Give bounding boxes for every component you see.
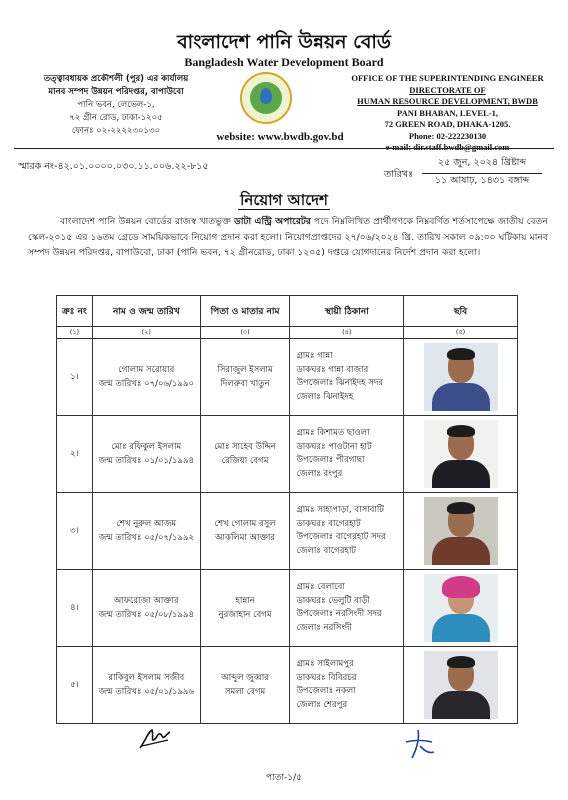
serial: ৫। (57, 647, 93, 724)
office-address-bangla (16, 73, 216, 138)
date-gregorian: ২৫ জুন, ২০২৪ খ্রিষ্টাব্দ (422, 156, 542, 174)
serial: ২। (57, 416, 93, 493)
website-link: website: www.bwdb.gov.bd (216, 131, 344, 143)
candidate-photo (424, 420, 498, 488)
col-header: ছবি (404, 296, 518, 327)
signature-left (138, 726, 172, 750)
memo-reference: স্মারক নং-৪২.০১.০০০০.০৩০.১১.০০৬.২২-৮১৫ (18, 161, 209, 172)
name-dob: রাকিবুল ইসলাম সজীব জন্ম তারিখঃ ০৫/০১/১৯৯৬ (92, 647, 200, 724)
serial: ৩। (57, 493, 93, 570)
address: গ্রামঃ বেলাবো ডাকঘরঃ ভেলুটি বাড়ী উপজেলাঃ নরসিংদী সদর জেলাঃ নরসিংদী (290, 570, 404, 647)
col-header: নাম ও জন্ম তারিখ (92, 296, 200, 327)
serial: ৪। (57, 570, 93, 647)
col-header: ক্রঃ নং (57, 296, 93, 327)
address: গ্রামঃ সাইলামপুর ডাকঘরঃ বিবিরচর উপজেলাঃ নকলা জেলাঃ শেরপুর (290, 647, 404, 724)
page-number: পাতা-১/৫ (265, 773, 303, 783)
office-line: ৭২ গ্রীন রোড, ঢাকা-১২০৫ (69, 113, 163, 123)
photo-cell (404, 339, 518, 416)
office-line: 72 GREEN ROAD, DHAKA-1205. (384, 119, 511, 129)
order-title: নিয়োগ আদেশ (240, 191, 328, 209)
parents: মোঃ সাহেব উদ্দিন রেজিয়া বেগম (200, 416, 290, 493)
table-row (57, 570, 518, 647)
serial: ১। (57, 339, 93, 416)
signature-right (398, 728, 440, 762)
col-header: পিতা ও মাতার নাম (200, 296, 290, 327)
date-bangla: ১১ আষাঢ়, ১৪৩১ বঙ্গাব্দ (434, 175, 530, 186)
candidate-photo (424, 574, 498, 642)
photo-cell (404, 416, 518, 493)
office-line: পানি ভবন, লেভেল-১, (77, 100, 155, 110)
address: গ্রামঃ কিশামত ছাওলা ডাকঘরঃ পাওটানা হাট উপজেলাঃ পীরগাছা জেলাঃ রংপুর (290, 416, 404, 493)
column-index-row: (১) (২) (৩) (৪) (৫) (57, 327, 518, 339)
candidate-photo (424, 343, 498, 411)
parents: শেখ গোলাম রসুল আকলিমা আক্তার (200, 493, 290, 570)
table-row (57, 416, 518, 493)
parents: হান্নান নুরজাহান বেগম (200, 570, 290, 647)
name-dob: শেখ নুরুল আজম জন্ম তারিখঃ ০৫/০৭/১৯৯২ (92, 493, 200, 570)
office-line: তত্ত্বাবধায়ক প্রকৌশলী (পুর) এর কার্যালয় (43, 74, 189, 84)
office-line: OFFICE OF THE SUPERINTENDING ENGINEER (351, 73, 544, 83)
table-header-row (57, 296, 518, 327)
table-row (57, 493, 518, 570)
name-dob: আফরোজা আক্তার জন্ম তারিখঃ ০৫/০৮/১৯৯৪ (92, 570, 200, 647)
office-line: HUMAN RESOURCE DEVELOPMENT, BWDB (357, 96, 538, 106)
parents: সিরাজুল ইসলাম দিলরুবা খাতুন (200, 339, 290, 416)
date-label: তারিখঃ (384, 169, 414, 180)
org-name-bangla: বাংলাদেশ পানি উন্নয়ন বোর্ড (177, 31, 391, 53)
address: গ্রামঃ সাহাপাড়া, বাসাবাটি ডাকঘরঃ বাগেরহাট উপজেলাঃ বাগেরহাট সদর জেলাঃ বাগেরহাট (290, 493, 404, 570)
order-body: বাংলাদেশ পানি উন্নয়ন বোর্ডের রাজস্ব খাতভুক্ত ডাটা এন্ট্রি অপারেটর পদে নিম্নলিখিত প্রার্থীগণকে নিম্নবর্ণিত শর্তসাপেক্ষে জাতীয় বেতন স্কেল-২০১৫ এর ১৬তম গ্রেডে সাময়িকভাবে নিয়োগ প্রদান করা হলো। নিয়োগপ্রাপ্তদের ২৭/০৬/২০২৪ খ্রি. তারিখ সকাল ০৯:০০ ঘটিকায় মানব সম্পদ উন্নয়ন পরিদপ্তর, বাপাউবো, ঢাকা (পানি ভবন, ৭২ গ্রীনরোড, ঢাকা ১২০৫) দপ্তরে যোগদানের নির্দেশ প্রদান করা হলো। (28, 216, 549, 258)
bwdb-logo (240, 72, 292, 124)
candidate-photo (424, 497, 498, 565)
header-divider (14, 148, 554, 149)
org-name-english: Bangladesh Water Development Board (184, 55, 384, 69)
photo-cell (404, 647, 518, 724)
post-name: ডাটা এন্ট্রি অপারেটর (234, 216, 311, 227)
address: গ্রামঃ গান্না ডাকঘরঃ গান্না বাজার উপজেলাঃ ঝিনাইদহ সদর জেলাঃ ঝিনাইদহ (290, 339, 404, 416)
name-dob: মোঃ রফিকুল ইসলাম জন্ম তারিখঃ ০১/০১/১৯৯৪ (92, 416, 200, 493)
photo-cell (404, 570, 518, 647)
parents: আব্দুল জুব্বার সমলা বেগম (200, 647, 290, 724)
office-line: PANI BHABAN, LEVEL-1, (397, 107, 498, 118)
office-line: মানব সম্পদ উন্নয়ন পরিদপ্তর, বাপাউবো (48, 87, 184, 97)
table-row (57, 339, 518, 416)
office-line: ফোনঃ ০২-২২২২৩০১৩০ (71, 126, 161, 136)
table-row (57, 647, 518, 724)
name-dob: গোলাম সরোয়ার জন্ম তারিখঃ ০৭/০৬/১৯৯০ (92, 339, 200, 416)
candidate-photo (424, 651, 498, 719)
office-line: Phone: 02-222230130 (408, 130, 487, 141)
photo-cell (404, 493, 518, 570)
candidate-table (56, 295, 518, 724)
office-line: e-mail: dir.staff.bwdb@gmail.com (385, 142, 510, 152)
col-header: স্থায়ী ঠিকানা (290, 296, 404, 327)
office-line: DIRECTORATE OF (409, 84, 486, 95)
